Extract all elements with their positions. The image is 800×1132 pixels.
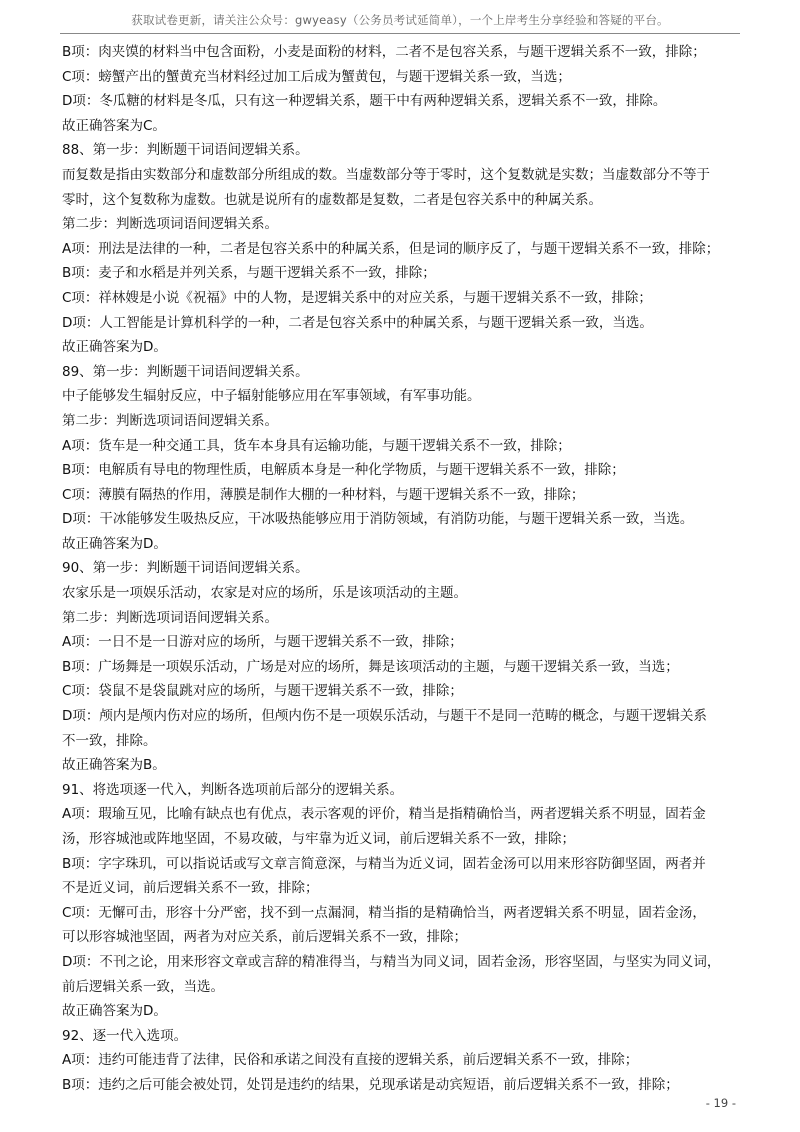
- text-line: 农家乐是一项娱乐活动，农家是对应的场所，乐是该项活动的主题。: [62, 585, 467, 602]
- text-line: C项：祥林嫂是小说《祝福》中的人物，是逻辑关系中的对应关系，与题干逻辑关系不一致，排除；: [62, 289, 652, 306]
- text-line: 零时，这个复数称为虚数。也就是说所有的虚数都是复数，二者是包容关系中的种属关系。: [62, 191, 602, 208]
- text-line: D项：不刊之论，用来形容文章或言辞的精准得当，与精当为同义词，固若金汤，形容坚固，与坚实为同义词，: [62, 953, 721, 970]
- text-line: 第二步：判断选项词语间逻辑关系。: [62, 216, 278, 233]
- text-line: C项：袋鼠不是袋鼠跳对应的场所，与题干逻辑关系不一致，排除；: [62, 683, 463, 700]
- text-line: B项：肉夹馍的材料当中包含面粉，小麦是面粉的材料，二者不是包容关系，与题干逻辑关系不一致，排除；: [62, 44, 706, 60]
- text-line: 而复数是指由实数部分和虚数部分所组成的数。当虚数部分等于零时，这个复数就是实数；当虚数部分不等于: [62, 166, 710, 183]
- text-line: 故正确答案为C。: [62, 117, 166, 134]
- text-line: 汤，形容城池或阵地坚固，不易攻破，与牢靠为近义词，前后逻辑关系不一致，排除；: [62, 831, 575, 847]
- text-line: 92、逐一代入选项。: [62, 1027, 188, 1044]
- text-line: A项：一日不是一日游对应的场所，与题干逻辑关系不一致，排除；: [62, 634, 463, 651]
- text-line: D项：冬瓜糖的材料是冬瓜，只有这一种逻辑关系，题干中有两种逻辑关系，逻辑关系不一致，排除。: [62, 93, 667, 110]
- text-line: 91、将选项逐一代入，判断各选项前后部分的逻辑关系。: [62, 781, 404, 798]
- text-line: 故正确答案为B。: [62, 757, 166, 774]
- header-divider: [60, 33, 740, 34]
- text-line: A项：货车是一种交通工具，货车本身具有运输功能，与题干逻辑关系不一致，排除；: [62, 437, 571, 454]
- text-line: B项：麦子和水稻是并列关系，与题干逻辑关系不一致，排除；: [62, 265, 436, 282]
- text-line: B项：广场舞是一项娱乐活动，广场是对应的场所，舞是该项活动的主题，与题干逻辑关系一致，当选；: [62, 658, 679, 675]
- answer-explanations: [62, 40, 744, 1098]
- text-line: 88、第一步：判断题干词语间逻辑关系。: [62, 142, 309, 159]
- text-line: 可以形容城池坚固，两者为对应关系，前后逻辑关系不一致，排除；: [62, 929, 467, 946]
- text-line: 不是近义词，前后逻辑关系不一致，排除；: [62, 880, 319, 897]
- text-line: A项：刑法是法律的一种，二者是包容关系中的种属关系，但是词的顺序反了，与题干逻辑关系不一致，排除；: [62, 240, 720, 257]
- text-line: C项：螃蟹产出的蟹黄充当材料经过加工后成为蟹黄包，与题干逻辑关系一致，当选；: [62, 68, 571, 85]
- text-line: B项：字字珠玑，可以指说话或写文章言简意深，与精当为近义词，固若金汤可以用来形容防御坚固，两者并: [62, 855, 706, 872]
- text-line: A项：瑕瑜互见，比喻有缺点也有优点，表示客观的评价，精当是指精确恰当，两者逻辑关系不明显，固若金: [62, 806, 706, 823]
- text-line: 中子能够发生辐射反应，中子辐射能够应用在军事领域，有军事功能。: [62, 388, 481, 405]
- text-line: 第二步：判断选项词语间逻辑关系。: [62, 412, 278, 429]
- text-line: 故正确答案为D。: [62, 535, 167, 552]
- text-line: 89、第一步：判断题干词语间逻辑关系。: [62, 363, 309, 380]
- text-line: 故正确答案为D。: [62, 339, 167, 356]
- text-line: 90、第一步：判断题干词语间逻辑关系。: [62, 560, 309, 577]
- page-header: 获取试卷更新，请关注公众号：gwyeasy（公务员考试延简单），一个上岸考生分享经验和答疑的平台。: [131, 13, 669, 27]
- text-line: C项：薄膜有隔热的作用，薄膜是制作大棚的一种材料，与题干逻辑关系不一致，排除；: [62, 486, 585, 503]
- text-line: B项：违约之后可能会被处罚，处罚是违约的结果，兑现承诺是动宾短语，前后逻辑关系不一致，排除；: [62, 1076, 679, 1093]
- page-number: - 19 -: [705, 1096, 736, 1110]
- text-line: 前后逻辑关系一致，当选。: [62, 978, 224, 995]
- text-line: 故正确答案为D。: [62, 1003, 167, 1020]
- text-line: A项：违约可能违背了法律，民俗和承诺之间没有直接的逻辑关系，前后逻辑关系不一致，排除；: [62, 1052, 639, 1069]
- text-line: C项：无懈可击，形容十分严密，找不到一点漏洞，精当指的是精确恰当，两者逻辑关系不明显，固若金汤，: [62, 904, 706, 921]
- text-line: D项：颅内是颅内伤对应的场所，但颅内伤不是一项娱乐活动，与题干不是同一范畴的概念，与题干逻辑关系: [62, 708, 707, 725]
- text-line: D项：干冰能够发生吸热反应，干冰吸热能够应用于消防领域，有消防功能，与题干逻辑关系一致，当选。: [62, 511, 694, 528]
- text-line: B项：电解质有导电的物理性质，电解质本身是一种化学物质，与题干逻辑关系不一致，排除；: [62, 462, 625, 479]
- text-line: 不一致，排除。: [62, 732, 157, 749]
- text-line: D项：人工智能是计算机科学的一种，二者是包容关系中的种属关系，与题干逻辑关系一致，当选。: [62, 314, 653, 331]
- text-line: 第二步：判断选项词语间逻辑关系。: [62, 609, 278, 626]
